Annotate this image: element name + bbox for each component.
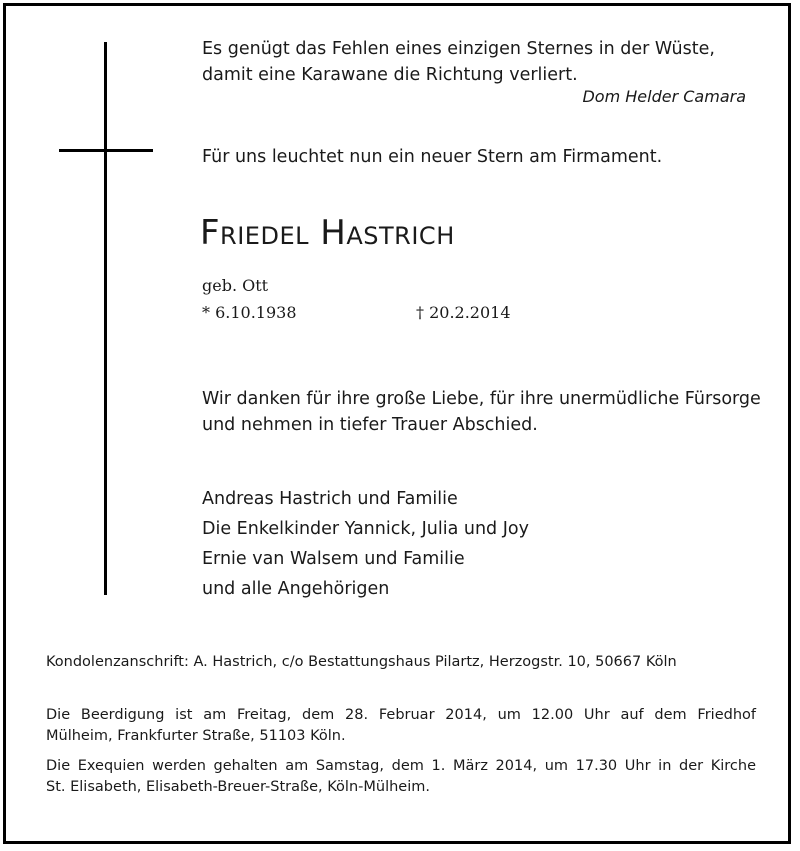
deceased-name: Friedel Hastrich <box>200 213 455 253</box>
mourner-4: und alle Angehörigen <box>202 579 390 599</box>
exequies-notice <box>46 756 756 798</box>
thanks-line-1: Wir danken für ihre große Liebe, für ihre unermüdliche Fürsorge <box>202 389 761 409</box>
mourner-2: Die Enkelkinder Yannick, Julia und Joy <box>202 519 529 539</box>
maiden-name: geb. Ott <box>202 276 269 295</box>
exequies-line-2: St. Elisabeth, Elisabeth-Breuer-Straße, Köln-Mülheim. <box>46 779 430 795</box>
thanks-line-2: und nehmen in tiefer Trauer Abschied. <box>202 415 538 435</box>
funeral-notice <box>46 705 756 747</box>
exequies-line-1: Die Exequien werden gehalten am Samstag, dem 1. März 2014, um 17.30 Uhr in der Kirche <box>46 758 756 774</box>
quote-author: Dom Helder Camara <box>582 87 746 106</box>
star-line: Für uns leuchtet nun ein neuer Stern am Firmament. <box>202 147 663 167</box>
mourner-3: Ernie van Walsem und Familie <box>202 549 465 569</box>
mourner-1: Andreas Hastrich und Familie <box>202 489 458 509</box>
cross-horizontal-bar <box>59 149 153 152</box>
funeral-line-2: Mülheim, Frankfurter Straße, 51103 Köln. <box>46 728 346 744</box>
quote <box>202 36 715 88</box>
death-date: † 20.2.2014 <box>416 303 511 322</box>
quote-line-2: damit eine Karawane die Richtung verliert. <box>202 65 578 85</box>
cross-vertical-bar <box>104 42 107 595</box>
condolence-address: Kondolenzanschrift: A. Hastrich, c/o Bestattungshaus Pilartz, Herzogstr. 10, 50667 Köln <box>46 654 677 670</box>
funeral-line-1: Die Beerdigung ist am Freitag, dem 28. Februar 2014, um 12.00 Uhr auf dem Friedhof <box>46 707 756 723</box>
thanks-text <box>202 386 761 438</box>
birth-date: * 6.10.1938 <box>202 303 297 322</box>
mourners-list <box>202 484 529 604</box>
quote-line-1: Es genügt das Fehlen eines einzigen Sternes in der Wüste, <box>202 39 715 59</box>
